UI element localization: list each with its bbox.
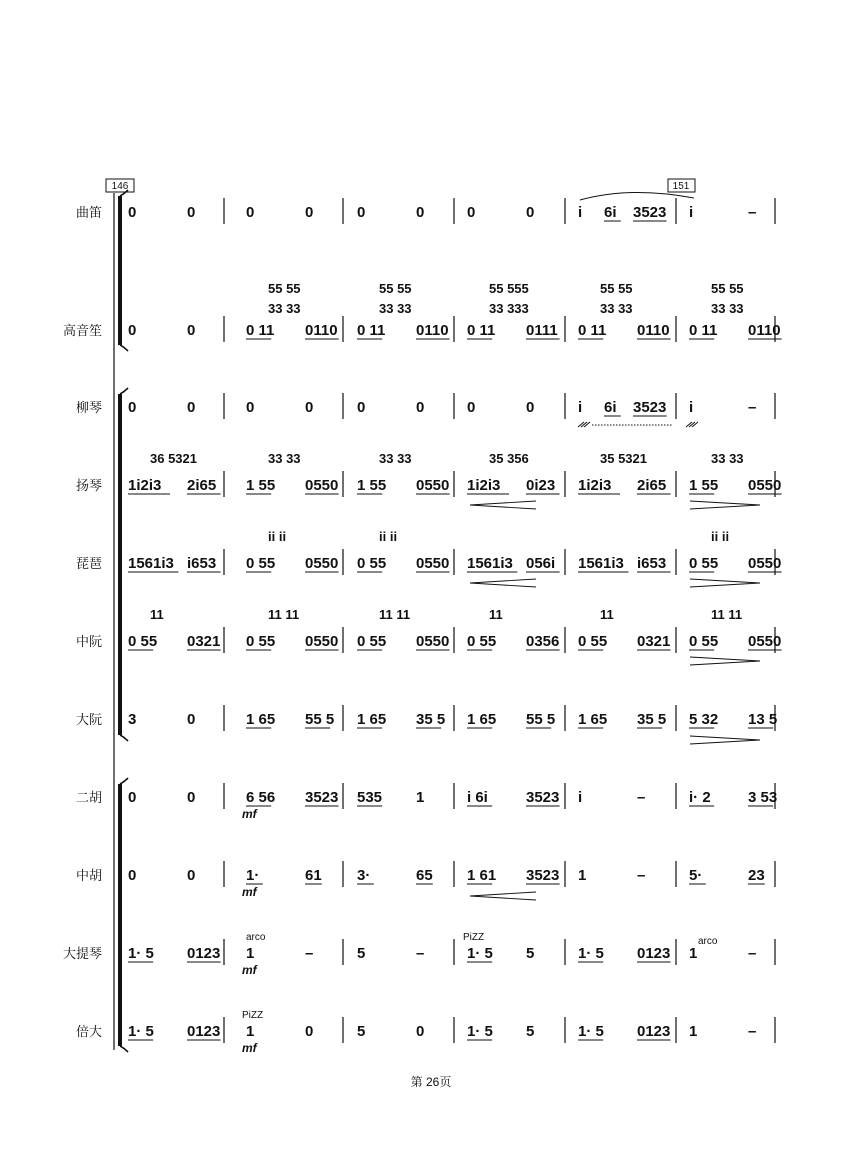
note-group: 0550: [305, 555, 339, 572]
note-group: 0 55: [689, 633, 719, 650]
chord-middle: 33 33: [268, 301, 301, 316]
note-group: 35 5: [637, 711, 667, 728]
note-group: 0 11: [689, 322, 718, 339]
note-group: i· 2: [689, 789, 711, 806]
arco-datiqin-1: arco: [246, 932, 266, 943]
note-group: –: [748, 204, 757, 221]
note-group: 3523: [633, 204, 667, 221]
note-group: 0550: [416, 477, 450, 494]
note-group: 0 55: [689, 555, 719, 572]
note-group: 0: [357, 204, 366, 221]
note-group: 1: [578, 867, 587, 884]
dynamic-mf-erhu: mf: [242, 807, 257, 821]
note-group: 0 55: [246, 633, 276, 650]
note-group: –: [748, 399, 757, 416]
note-group: 3·: [357, 867, 371, 884]
instrument-label-pipa: 琵琶: [75, 556, 102, 571]
note-group: 0110: [637, 322, 670, 339]
instrument-label-qudi: 曲笛: [75, 205, 102, 220]
note-group: 0: [246, 399, 255, 416]
note-group: 0i23: [526, 477, 556, 494]
note-group: 1· 5: [128, 945, 154, 962]
note-group: 0: [305, 399, 314, 416]
note-group: 1· 5: [578, 1023, 604, 1040]
rehearsal-mark-146-text: 146: [111, 181, 129, 192]
chord-upper: 11: [150, 607, 164, 622]
note-group: 0: [416, 1023, 425, 1040]
slur-qudi: [580, 192, 694, 200]
note-group: 0550: [748, 633, 782, 650]
chord-upper: ii ii: [711, 529, 730, 544]
chord-upper: ii ii: [268, 529, 287, 544]
chord-upper: 11 11: [268, 607, 300, 622]
note-group: 1 55: [357, 477, 387, 494]
note-group: –: [748, 1023, 757, 1040]
note-group: 3 53: [748, 789, 778, 806]
note-group: 1: [246, 945, 255, 962]
rehearsal-mark-151: [668, 179, 695, 192]
note-group: 0 11: [467, 322, 496, 339]
note-group: 1 65: [467, 711, 497, 728]
note-group: 1 65: [246, 711, 276, 728]
note-group: 1· 5: [128, 1023, 154, 1040]
note-group: i 6i: [467, 789, 488, 806]
chord-upper: ii ii: [379, 529, 398, 544]
instrument-label-erhu: 二胡: [75, 790, 102, 805]
note-group: 5 32: [689, 711, 719, 728]
chord-upper: 33 33: [268, 451, 301, 466]
note-group: 1·: [246, 867, 260, 884]
note-group: 1 55: [689, 477, 719, 494]
note-group: 0: [467, 204, 476, 221]
note-group: 0321: [637, 633, 671, 650]
note-group: 1: [689, 1023, 698, 1040]
note-group: 0: [187, 711, 196, 728]
note-group: 3523: [526, 789, 560, 806]
arco-datiqin-2: arco: [698, 936, 718, 947]
instrument-label-yangqin: 扬琴: [75, 478, 102, 493]
note-group: i: [578, 789, 583, 806]
group-bracket-plucked: [120, 388, 128, 741]
instrument-label-liuqin: 柳琴: [75, 400, 102, 415]
chord-upper: 35 356: [489, 451, 529, 466]
note-group: 0 55: [467, 633, 497, 650]
note-group: 0: [305, 204, 314, 221]
note-group: 2i65: [637, 477, 667, 494]
note-group: 13 5: [748, 711, 778, 728]
chord-upper: 55 55: [711, 281, 744, 296]
chord-upper: 33 33: [379, 451, 412, 466]
pizz-beida: PiZZ: [242, 1010, 264, 1021]
note-group: 5: [526, 1023, 535, 1040]
instrument-label-daruan: 大阮: [75, 712, 102, 727]
note-group: 5·: [689, 867, 703, 884]
note-group: 0: [187, 399, 196, 416]
note-group: i: [578, 204, 583, 221]
chord-middle: 33 33: [711, 301, 744, 316]
note-group: 3: [128, 711, 137, 728]
note-group: 0: [526, 204, 535, 221]
note-group: 1561i3: [578, 555, 624, 572]
note-group: 6 56: [246, 789, 276, 806]
note-group: 0550: [305, 477, 339, 494]
notes-layer: [128, 204, 782, 1040]
note-group: 61: [305, 867, 322, 884]
note-group: 0550: [416, 633, 450, 650]
note-group: 6i: [604, 204, 617, 221]
note-group: 0550: [748, 477, 782, 494]
pizz-datiqin: PiZZ: [463, 932, 485, 943]
note-group: 1i2i3: [578, 477, 612, 494]
note-group: 0123: [187, 1023, 221, 1040]
note-group: 1· 5: [467, 1023, 493, 1040]
note-group: i: [578, 399, 583, 416]
note-group: 1· 5: [578, 945, 604, 962]
note-group: 535: [357, 789, 383, 806]
dynamic-mf-datiqin: mf: [242, 963, 257, 977]
note-group: 1 65: [357, 711, 387, 728]
note-group: 5: [357, 945, 366, 962]
note-group: 0: [467, 399, 476, 416]
note-group: i653: [187, 555, 217, 572]
note-group: 5: [357, 1023, 366, 1040]
note-group: 0: [305, 1023, 314, 1040]
instrument-label-gaoyinsheng: 高音笙: [62, 323, 102, 338]
note-group: –: [637, 789, 646, 806]
note-group: 0110: [305, 322, 338, 339]
note-group: 1: [689, 945, 698, 962]
note-group: 0: [416, 204, 425, 221]
rehearsal-mark-146: [106, 179, 134, 192]
chord-upper: 11: [489, 607, 503, 622]
note-group: 1561i3: [128, 555, 174, 572]
note-group: 056i: [526, 555, 556, 572]
note-group: 3523: [526, 867, 560, 884]
note-group: 0110: [416, 322, 449, 339]
note-group: 1 61: [467, 867, 497, 884]
note-group: 0 11: [246, 322, 275, 339]
note-group: 0: [128, 867, 137, 884]
instrument-label-beida: 倍大: [75, 1024, 102, 1039]
note-group: 0 55: [578, 633, 608, 650]
note-group: 0321: [187, 633, 221, 650]
note-group: 1: [246, 1023, 255, 1040]
note-group: i: [689, 204, 694, 221]
chord-middle: 33 33: [600, 301, 633, 316]
note-group: –: [637, 867, 646, 884]
note-group: 0: [128, 322, 137, 339]
note-group: 1i2i3: [128, 477, 162, 494]
dynamic-mf-zhonghu: mf: [242, 885, 257, 899]
rehearsal-mark-151-text: 151: [672, 181, 690, 192]
note-group: 6i: [604, 399, 617, 416]
note-group: 0550: [416, 555, 450, 572]
note-group: 1· 5: [467, 945, 493, 962]
note-group: 0356: [526, 633, 560, 650]
note-group: 0 11: [357, 322, 386, 339]
note-group: i653: [637, 555, 667, 572]
chord-upper: 11 11: [379, 607, 411, 622]
note-group: 0: [187, 789, 196, 806]
note-group: i: [689, 399, 694, 416]
note-group: 0110: [748, 322, 781, 339]
note-group: –: [305, 945, 314, 962]
group-bracket-winds: [120, 190, 128, 351]
note-group: 0123: [637, 1023, 671, 1040]
instrument-label-zhongruan: 中阮: [75, 634, 102, 649]
note-group: 1i2i3: [467, 477, 501, 494]
note-group: 0: [187, 322, 196, 339]
group-bracket-bowed: [120, 778, 128, 1052]
chord-upper: 33 33: [711, 451, 744, 466]
note-group: 3523: [305, 789, 339, 806]
instrument-label-zhonghu: 中胡: [75, 868, 102, 883]
note-group: 2i65: [187, 477, 217, 494]
note-group: –: [416, 945, 425, 962]
note-group: 0: [128, 789, 137, 806]
chord-upper: 55 555: [489, 281, 529, 296]
chord-upper: 11: [600, 607, 614, 622]
note-group: 0111: [526, 322, 558, 339]
note-group: 1 55: [246, 477, 276, 494]
note-group: 0: [357, 399, 366, 416]
chord-upper: 11 11: [711, 607, 743, 622]
note-group: 0: [246, 204, 255, 221]
note-group: 0123: [637, 945, 671, 962]
note-group: 0: [416, 399, 425, 416]
chord-upper: 35 5321: [600, 451, 647, 466]
note-group: 0550: [305, 633, 339, 650]
note-group: 0 11: [578, 322, 607, 339]
note-group: 0 55: [246, 555, 276, 572]
note-group: –: [748, 945, 757, 962]
note-group: 0 55: [357, 633, 387, 650]
note-group: 0550: [748, 555, 782, 572]
instrument-label-datiqin: 大提琴: [62, 946, 102, 961]
chord-upper: 55 55: [379, 281, 412, 296]
note-group: 0: [128, 399, 137, 416]
note-group: 55 5: [526, 711, 556, 728]
chord-middle: 33 33: [379, 301, 412, 316]
note-group: 1 65: [578, 711, 608, 728]
chord-upper: 36 5321: [150, 451, 197, 466]
note-group: 65: [416, 867, 433, 884]
dynamic-mf-beida: mf: [242, 1041, 257, 1055]
note-group: 35 5: [416, 711, 446, 728]
chord-upper: 55 55: [268, 281, 301, 296]
note-group: 23: [748, 867, 765, 884]
note-group: 0 55: [128, 633, 158, 650]
note-group: 1: [416, 789, 425, 806]
note-group: 1561i3: [467, 555, 513, 572]
note-group: 0: [187, 204, 196, 221]
note-group: 0123: [187, 945, 221, 962]
note-group: 5: [526, 945, 535, 962]
note-group: 0 55: [357, 555, 387, 572]
note-group: 55 5: [305, 711, 335, 728]
chord-middle: 33 333: [489, 301, 529, 316]
note-group: 0: [187, 867, 196, 884]
chord-upper: 55 55: [600, 281, 633, 296]
note-group: 3523: [633, 399, 667, 416]
note-group: 0: [526, 399, 535, 416]
page-number: 第 26页: [410, 1075, 452, 1089]
note-group: 0: [128, 204, 137, 221]
